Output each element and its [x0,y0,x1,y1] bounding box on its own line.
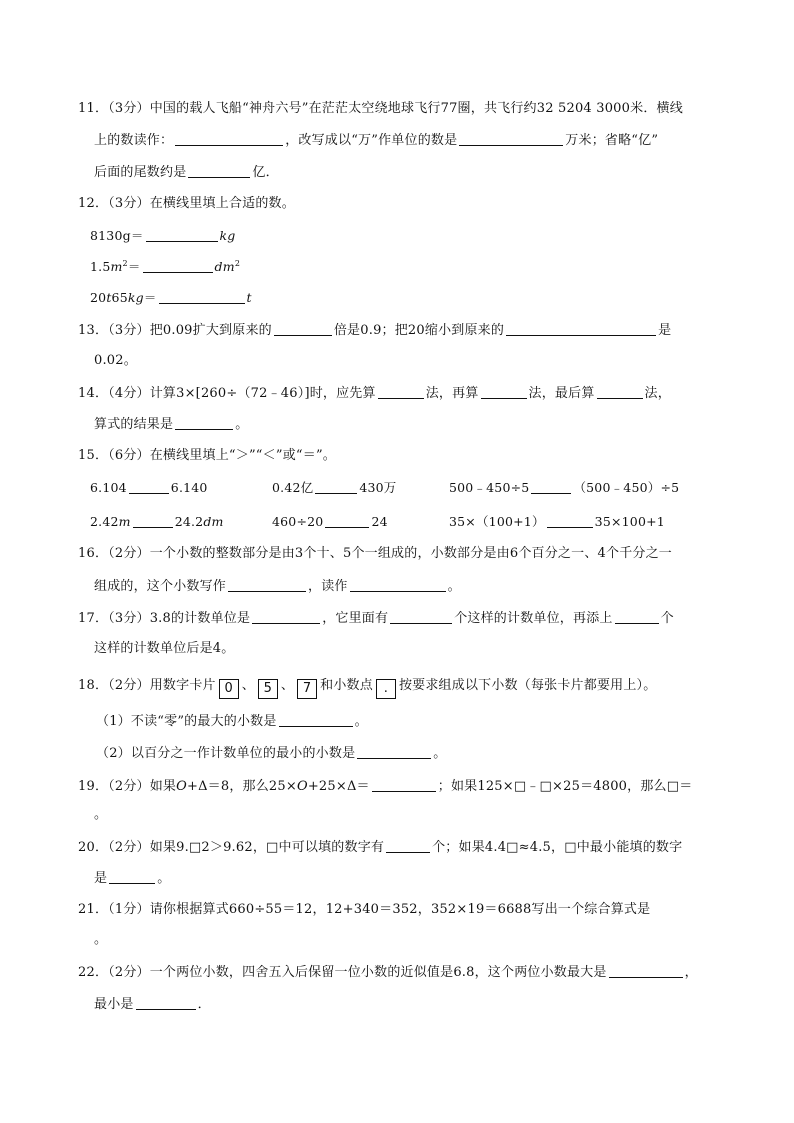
q20-text: 20．（2分）如果9.□2＞9.62，□中可以填的数字有 [78,840,385,855]
q11-text: 亿． [252,165,279,180]
q11-text: 万米；省略“亿” [565,133,659,148]
unit-text: kg [219,228,236,243]
q12-stem [78,195,718,213]
q17-text: 个这样的计数单位，再添上 [454,611,613,626]
q16-line1 [78,545,718,563]
answer-blank[interactable] [390,609,452,624]
q15-text: 6.140 [170,480,208,495]
q22-line1 [78,963,718,982]
q18-sub2 [96,744,718,763]
q20-text: 个；如果4.4□≈4.5，□中最小能填的数字 [432,840,683,855]
q21-text: 。 [94,932,108,947]
q16-line2 [94,577,718,596]
digit-card-5: 5 [258,679,278,699]
q13-text: 13．（3分）把0.09扩大到原来的 [78,323,272,338]
answer-blank[interactable] [136,995,196,1010]
answer-blank[interactable] [279,712,353,727]
answer-blank[interactable] [175,415,233,430]
q21-line1 [78,901,718,919]
q20-line2 [94,869,718,888]
answer-blank[interactable] [129,479,169,494]
q15-text: 0.42亿 [272,480,314,495]
answer-blank[interactable] [378,384,424,399]
q13-line2 [94,352,718,370]
q15-row1 [90,479,734,499]
answer-blank[interactable] [357,744,431,759]
q15-item [449,479,679,497]
digit-card-7: 7 [297,679,317,699]
q14-text: 。 [235,417,249,432]
q18-text: 和小数点 [320,678,373,693]
q13-text: 倍是0.9；把20缩小到原来的 [333,323,505,338]
q20-text: 。 [157,871,171,886]
answer-blank[interactable] [109,869,155,884]
answer-blank[interactable] [274,321,332,336]
digit-card-0: 0 [219,679,239,699]
q12-text: 1.5 [90,259,111,274]
q15-text: 500﹣450÷5 [449,480,530,495]
q18-text: （1）不读“零”的最大的小数是 [96,714,277,729]
q11-line3 [94,163,718,182]
unit-text: t [246,290,252,305]
q18-text: 、 [241,678,255,693]
q15-item [272,513,388,531]
decimal-point-card: . [376,679,396,699]
q17-text: ，它里面有 [322,611,389,626]
q16-text: 16．（2分）一个小数的整数部分是由3个十、5个一组成的，小数部分是由6个百分之一、4个千分之一 [78,546,672,561]
answer-blank[interactable] [372,777,436,792]
circle-symbol: O [176,779,187,794]
q21-line2 [94,931,718,949]
q22-text: 22．（2分）一个两位小数，四舍五入后保留一位小数的近似值是6.8，这个两位小数最大是 [78,965,607,980]
q12-c [90,289,718,307]
q17-text: 这样的计数单位后是4。 [94,641,235,656]
q19-line1 [78,777,718,796]
answer-blank[interactable] [531,479,571,494]
q15-text: 15．（6分）在横线里填上“＞”“＜”或“＝”。 [78,448,336,463]
q16-text: 组成的，这个小数写作 [94,579,227,594]
answer-blank[interactable] [133,513,173,528]
q14-text: 14．（4分）计算3×[260÷（72﹣46）]时，应先算 [78,386,376,401]
answer-blank[interactable] [143,258,213,273]
q18-sub1 [96,712,718,731]
q15-text: 35×100+1 [594,514,665,529]
q14-text: 法，最后算 [528,386,595,401]
q12-text: ＝ [127,259,141,274]
answer-blank[interactable] [325,513,369,528]
answer-blank[interactable] [481,384,527,399]
q11-line1 [78,100,718,118]
q12-text: 20 [90,290,107,305]
q16-text: 。 [447,579,461,594]
unit-text: m [118,514,131,529]
answer-blank[interactable] [386,838,430,853]
q15-text: 2.42 [90,514,119,529]
q19-text: 。 [94,807,108,822]
q15-text: 6.104 [90,480,127,495]
q12-text: 8130g＝ [90,228,144,243]
q15-item [272,479,397,497]
q12-a [90,227,718,245]
q16-text: ，读作 [308,579,348,594]
q15-text: 35×（100+1） [449,514,545,529]
q21-text: 21．（1分）请你根据算式660÷55＝12，12+340＝352，352×19＝6688写出一个综合算式是 [78,902,651,917]
superscript: 2 [122,259,128,268]
q22-text: ． [197,997,211,1012]
q15-text: 430万 [359,480,397,495]
q15-text: 24 [371,514,388,529]
unit-text: dm [214,259,235,274]
q13-line1 [78,321,718,340]
answer-blank[interactable] [159,289,245,304]
answer-blank[interactable] [188,163,250,178]
q11-line2 [94,131,718,150]
q11-text: 后面的尾数约是 [94,165,187,180]
q15-item [90,513,224,531]
answer-blank[interactable] [615,609,659,624]
q18-text: 按要求组成以下小数（每张卡片都要用上）。 [398,678,657,693]
q19-line2 [94,806,718,824]
q18-text: 、 [280,678,295,693]
q15-text: （500﹣450）÷5 [573,480,680,495]
q12-text: ＝ [143,290,157,305]
answer-blank[interactable] [350,577,446,592]
q15-stem [78,447,718,465]
q18-text: 。 [354,714,368,729]
q18-text: （2）以百分之一作计数单位的最小的小数是 [96,746,356,761]
q18-line1 [78,677,718,699]
q13-text: 是 [658,323,672,338]
answer-blank[interactable] [315,479,357,494]
q14-line2 [94,415,718,434]
q20-text: 是 [94,871,108,886]
q19-text: +Δ＝8，那么25× [186,779,297,794]
unit-text: dm [203,514,224,529]
q17-text: 17．（3分）3.8的计数单位是 [78,611,251,626]
q17-text: 个 [660,611,674,626]
answer-blank[interactable] [252,609,320,624]
q15-text: 460÷20 [272,514,324,529]
q14-text: 法， [644,386,671,401]
answer-blank[interactable] [146,227,218,242]
answer-blank[interactable] [175,131,283,146]
q12-text: 65 [111,290,128,305]
q14-text: 算式的结果是 [94,417,174,432]
q14-line1 [78,384,718,403]
q17-line2 [94,640,718,658]
q19-text: 19．（2分）如果 [78,779,177,794]
unit-text: t [106,290,112,305]
q12-text: 12．（3分）在横线里填上合适的数。 [78,196,295,211]
q11-text: 上的数读作： [94,133,174,148]
superscript: 2 [234,259,241,268]
q11-text: ，改写成以“万”作单位的数是 [285,133,458,148]
q19-text: ；如果125×□﹣□×25＝4800，那么□＝ [437,779,693,794]
answer-blank[interactable] [506,321,656,336]
q22-text: 最小是 [94,997,134,1012]
answer-blank[interactable] [228,577,306,592]
unit-text: m [110,259,123,274]
q14-text: 法，再算 [425,386,479,401]
q13-text: 0.02。 [94,353,137,368]
q12-b [90,258,718,276]
answer-blank[interactable] [459,131,563,146]
q15-item [90,479,208,497]
q18-text: 。 [433,746,447,761]
q17-line1 [78,609,718,628]
q22-line2 [94,995,718,1014]
answer-blank[interactable] [609,963,683,978]
q11-text: 11．（3分）中国的载人飞船“神舟六号”在茫茫太空绕地球飞行77圈，共飞行约32 5204 3000米．横线 [78,101,683,116]
answer-blank[interactable] [597,384,643,399]
q18-text: 18．（2分）用数字卡片 [78,678,216,693]
q20-line1 [78,838,718,857]
answer-blank[interactable] [547,513,593,528]
q15-row2 [90,513,734,533]
q15-item [449,513,665,531]
q15-text: 24.2 [174,514,204,529]
unit-text: kg [127,290,144,305]
circle-symbol: O [296,779,308,794]
q19-text: +25×Δ＝ [307,779,370,794]
q22-text: ， [684,965,698,980]
